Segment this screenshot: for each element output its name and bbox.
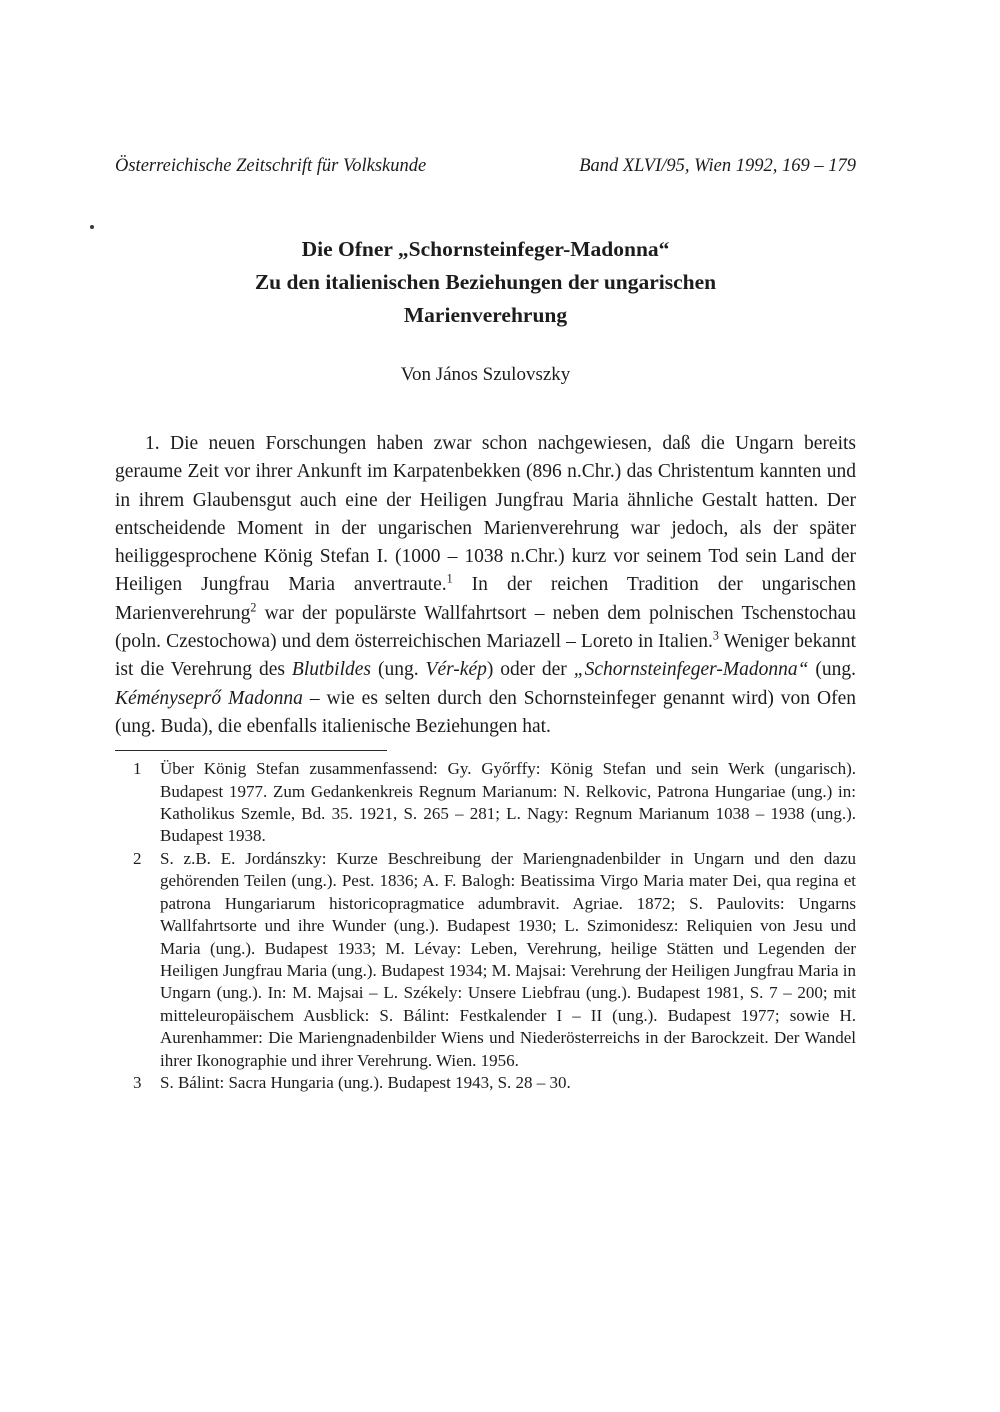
footnote-separator-rule [115, 750, 387, 751]
title-line-3: Marienverehrung [403, 303, 568, 327]
body-paragraph: 1. Die neuen Forschungen haben zwar schon nachgewiesen, daß die Ungarn bereits geraume Zeit vor ihrer Ankunft im Karpatenbekken (896 n.Chr.) das Christentum kannten und in ihrem Glaubensgut auch eine der Heiligen Jungfrau Maria ähnliche Gestalt hatten. Der entscheidende Moment in der ungarischen Marienverehrung war jedoch, als der später heiliggesprochene König Stefan I. (1000 – 1038 n.Chr.) kurz vor seinem Tod sein Land der Heiligen Jungfrau Maria anvertraute.$^1$ In der reichen Tradition der ungarischen Marienverehrung$^2$ war der populärste Wallfahrtsort – neben dem polnischen Tschenstochau (poln. Czestochowa) und dem österreichischen Mariazell – Loreto in Italien.$^3$ Weniger bekannt ist die Verehrung des Blutbildes (ung. Vér-kép) oder der „Schornsteinfeger-Madonna“ (ung. Kéményseprő Madonna – wie es selten durch den Schornsteinfeger genannt wird) von Ofen (ung. Buda), die ebenfalls italienische Beziehungen hat. [115, 433, 857, 737]
issue-info: Band XLVI/95, Wien 1992, 169 – 179 [579, 156, 856, 176]
article-page [115, 0, 856, 1094]
footnote-1 [115, 758, 856, 848]
footnote-text: S. Bálint: Sacra Hungaria (ung.). Budapest 1943, S. 28 – 30. [160, 1072, 571, 1092]
footnote-3 [115, 1072, 856, 1094]
running-header [115, 155, 856, 177]
footnote-text: S. z.B. E. Jordánszky: Kurze Beschreibung der Mariengnadenbilder in Ungarn und den dazu gehörenden Teilen (ung.). Pest. 1836; A. F. Balogh: Beatissima Virgo Maria mater Dei, qua regina et patrona Hungariarum historicopragmatice adumbravit. Agriae. 1872; S. Paulovits: Ungarns Wallfahrtsorte und ihre Wunder (ung.). Budapest 1930; L. Szimonidesz: Reliquien von Jesu und Maria (ung.). Budapest 1933; M. Lévay: Leben, Verehrung, heilige Stätten und Legenden der Heiligen Jungfrau Maria (ung.). Budapest 1934; M. Majsai: Verehrung der Heiligen Jungfrau Maria in Ungarn (ung.). In: M. Majsai – L. Székely: Unsere Liebfrau (ung.). Budapest 1981, S. 7 – 200; mit mitteleuropäischem Ausblick: S. Bálint: Festkalender I – II (ung.). Budapest 1977; sowie H. Aurenhammer: Die Mariengnadenbilder Wiens und Niederösterreichs in der Barockzeit. Der Wandel ihrer Ikonographie und ihrer Verehrung. Wien. 1956. [160, 848, 856, 1070]
footnote-number: 1 [133, 759, 142, 779]
footnotes-section [115, 758, 856, 1094]
footnote-number: 3 [133, 1072, 142, 1092]
author-byline: Von János Szulovszky [400, 364, 571, 385]
footnote-number: 2 [133, 848, 142, 868]
article-title [115, 233, 856, 332]
title-line-1: Die Ofner „Schornsteinfeger-Madonna“ [301, 237, 670, 261]
footnote-text: Über König Stefan zusammenfassend: Gy. Győrffy: König Stefan und sein Werk (ungarisch). Budapest 1977. Zum Gedankenkreis Regnum Marianum: N. Relkovic, Patrona Hungariae (ung.) in: Katholikus Szemle, Bd. 35. 1921, S. 265 – 281; L. Nagy: Regnum Marianum 1038 – 1938 (ung.). Budapest 1938. [160, 759, 856, 846]
journal-title: Österreichische Zeitschrift für Volkskunde [115, 156, 427, 176]
footnote-2 [115, 848, 856, 1072]
scan-speck [90, 225, 94, 229]
title-line-2: Zu den italienischen Beziehungen der ungarischen [254, 270, 717, 294]
